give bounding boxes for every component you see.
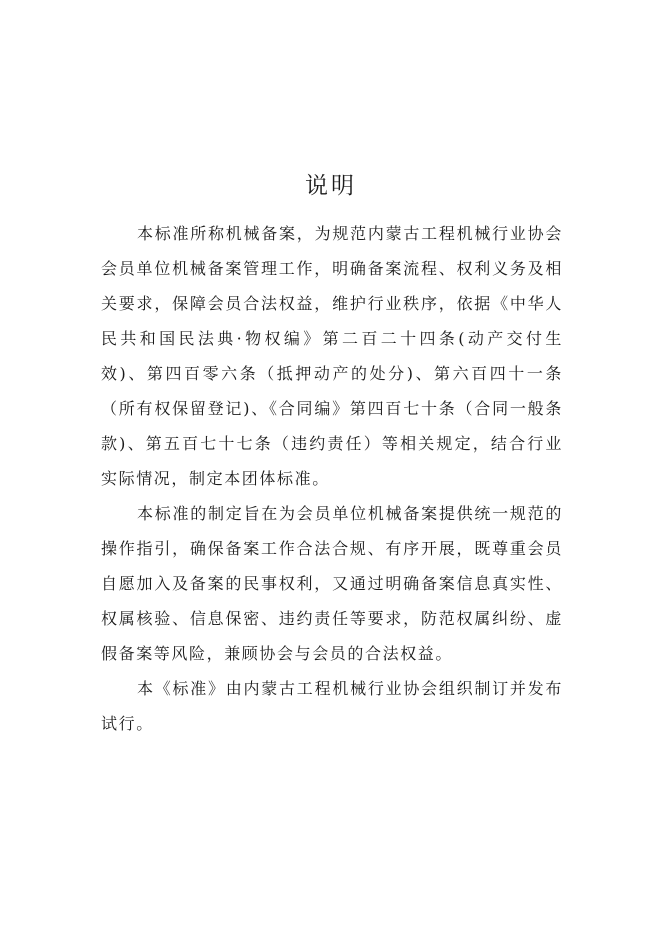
- document-body: [101, 216, 563, 741]
- document-title: 说明: [305, 173, 357, 199]
- paragraph-purpose-basis: 本标准所称机械备案，为规范内蒙古工程机械行业协会会员单位机械备案管理工作，明确备案流程、权利义务及相关要求，保障会员合法权益，维护行业秩序，依据《中华人民共和国民法典·物权编》第二百二十四条(动产交付生效)、第四百零六条（抵押动产的处分)、第六百四十一条（所有权保留登记)、《合同编》第四百七十条（合同一般条款)、第五百七十七条（违约责任）等相关规定，结合行业实际情况，制定本团体标准。: [101, 224, 563, 488]
- paragraph-objective: 本标准的制定旨在为会员单位机械备案提供统一规范的操作指引，确保备案工作合法合规、有序开展，既尊重会员自愿加入及备案的民事权利，又通过明确备案信息真实性、权属核验、信息保密、违约责任等要求，防范权属纠纷、虚假备案等风险，兼顾协会与会员的合法权益。: [101, 504, 563, 663]
- paragraph-issuer: 本《标准》由内蒙古工程机械行业协会组织制订并发布试行。: [101, 679, 563, 733]
